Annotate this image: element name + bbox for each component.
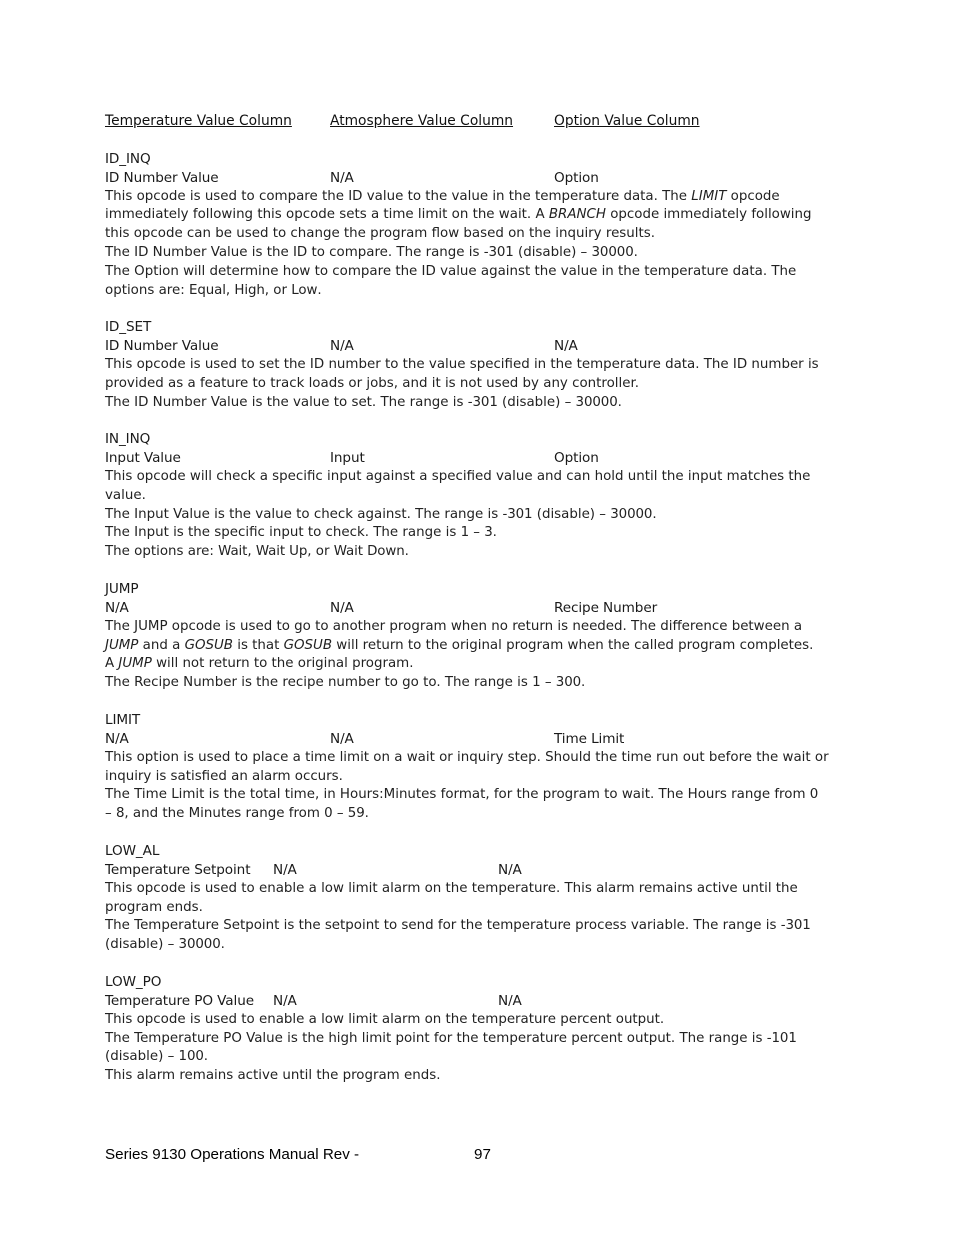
low-al-atmos-col: N/A: [273, 862, 297, 878]
section-title-in-inq: IN_INQ: [105, 431, 151, 447]
id-inq-temp-col: ID Number Value: [105, 170, 219, 186]
section-title-low-al: LOW_AL: [105, 843, 160, 859]
section-title-id-inq: ID_INQ: [105, 151, 151, 167]
in-inq-text-line: The options are: Wait, Wait Up, or Wait Down.: [105, 544, 409, 559]
id-set-text-line: This opcode is used to set the ID number to the value specified in the temperature data. The ID number is: [105, 357, 819, 372]
in-inq-option-col: Option: [554, 450, 599, 466]
header-option-column: Option Value Column: [554, 113, 700, 129]
id-inq-text-line: The Option will determine how to compare the ID value against the value in the temperature data. The: [105, 264, 797, 279]
low-al-text-line: This opcode is used to enable a low limit alarm on the temperature. This alarm remains active until the: [105, 881, 798, 896]
in-inq-text-line: This opcode will check a specific input against a specified value and can hold until the input matches the: [105, 469, 811, 484]
section-title-limit: LIMIT: [105, 712, 141, 728]
low-po-text-line: This opcode is used to enable a low limit alarm on the temperature percent output.: [105, 1012, 665, 1027]
low-po-option-col: N/A: [498, 993, 522, 1009]
id-set-temp-col: ID Number Value: [105, 338, 219, 354]
id-inq-text-line: options are: Equal, High, or Low.: [105, 283, 322, 298]
in-inq-text-line: The Input Value is the value to check against. The range is -301 (disable) – 30000.: [105, 507, 657, 522]
low-po-text-line: The Temperature PO Value is the high limit point for the temperature percent output. The range is -101: [105, 1031, 797, 1046]
low-po-temp-col: Temperature PO Value: [105, 993, 254, 1009]
low-po-text-line: (disable) – 100.: [105, 1049, 209, 1064]
in-inq-atmos-col: Input: [330, 450, 365, 466]
header-temperature-column: Temperature Value Column: [105, 113, 292, 129]
limit-text-line: – 8, and the Minutes range from 0 – 59.: [105, 806, 369, 821]
section-title-low-po: LOW_PO: [105, 974, 162, 990]
id-inq-option-col: Option: [554, 170, 599, 186]
id-inq-atmos-col: N/A: [330, 170, 354, 186]
low-al-text-line: program ends.: [105, 900, 203, 915]
jump-text-line: A JUMP will not return to the original program.: [105, 656, 414, 671]
jump-option-col: Recipe Number: [554, 600, 658, 616]
in-inq-text-line: The Input is the specific input to check. The range is 1 – 3.: [105, 525, 497, 540]
id-set-text-line: The ID Number Value is the value to set. The range is -301 (disable) – 30000.: [105, 395, 622, 410]
low-po-text-line: This alarm remains active until the program ends.: [105, 1068, 441, 1083]
id-inq-text-line: this opcode can be used to change the program flow based on the inquiry results.: [105, 226, 655, 241]
limit-temp-col: N/A: [105, 731, 129, 747]
low-al-temp-col: Temperature Setpoint: [105, 862, 251, 878]
limit-text-line: This option is used to place a time limit on a wait or inquiry step. Should the time run out before the wait or: [105, 750, 829, 765]
in-inq-text-line: value.: [105, 488, 146, 503]
jump-text-line: The JUMP opcode is used to go to another program when no return is needed. The difference between a: [105, 619, 803, 634]
id-inq-text-line: This opcode is used to compare the ID value to the value in the temperature data. The LIMIT opcode: [105, 189, 780, 204]
limit-text-line: inquiry is satisfied an alarm occurs.: [105, 769, 343, 784]
footer-manual-title: Series 9130 Operations Manual Rev -: [105, 1146, 360, 1163]
jump-atmos-col: N/A: [330, 600, 354, 616]
jump-text-line: The Recipe Number is the recipe number to go to. The range is 1 – 300.: [105, 675, 586, 690]
section-title-jump: JUMP: [105, 581, 139, 597]
jump-text-line: JUMP and a GOSUB is that GOSUB will return to the original program when the called program completes.: [105, 638, 814, 653]
limit-atmos-col: N/A: [330, 731, 354, 747]
low-po-atmos-col: N/A: [273, 993, 297, 1009]
section-title-id-set: ID_SET: [105, 319, 152, 335]
id-set-text-line: provided as a feature to track loads or jobs, and it is not used by any controller.: [105, 376, 640, 391]
id-inq-text-line: The ID Number Value is the ID to compare. The range is -301 (disable) – 30000.: [105, 245, 638, 260]
low-al-text-line: (disable) – 30000.: [105, 937, 225, 952]
limit-option-col: Time Limit: [554, 731, 625, 747]
header-atmosphere-column: Atmosphere Value Column: [330, 113, 514, 129]
id-inq-text-line: immediately following this opcode sets a time limit on the wait. A BRANCH opcode immediately following: [105, 207, 812, 222]
limit-text-line: The Time Limit is the total time, in Hours:Minutes format, for the program to wait. The Hours range from 0: [105, 787, 819, 802]
low-al-text-line: The Temperature Setpoint is the setpoint to send for the temperature process variable. The range is -301: [105, 918, 811, 933]
jump-temp-col: N/A: [105, 600, 129, 616]
in-inq-temp-col: Input Value: [105, 450, 181, 466]
id-set-option-col: N/A: [554, 338, 578, 354]
id-set-atmos-col: N/A: [330, 338, 354, 354]
footer-page-number: 97: [474, 1146, 491, 1163]
low-al-option-col: N/A: [498, 862, 522, 878]
